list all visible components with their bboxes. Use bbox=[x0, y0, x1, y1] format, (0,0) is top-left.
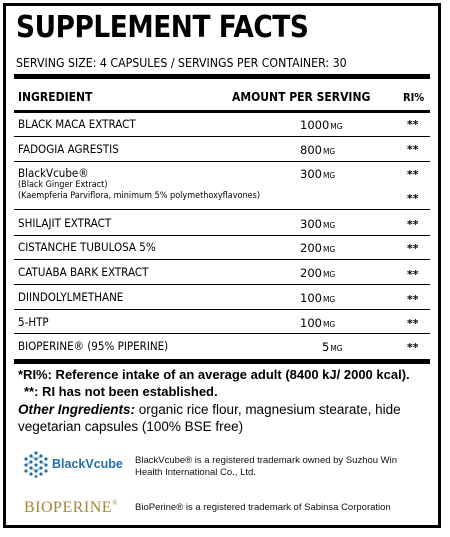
ingredient-subtitle: (Black Ginger Extract) bbox=[18, 180, 108, 190]
ingredient-ri: ** bbox=[407, 192, 419, 205]
ingredient-ri: ** bbox=[407, 218, 419, 231]
ingredient-name: BIOPERINE® (95% PIPERINE) bbox=[18, 339, 169, 353]
ingredient-subtitle: (Kaempferia Parviflora, minimum 5% polymethoxyflavones) bbox=[18, 191, 261, 201]
ingredient-amount: 300MG bbox=[300, 217, 336, 231]
row-divider bbox=[14, 209, 430, 210]
ingredient-amount: 800MG bbox=[300, 143, 336, 157]
ingredient-amount: 200MG bbox=[300, 241, 336, 255]
divider-thick bbox=[14, 74, 430, 79]
panel-title: SUPPLEMENT FACTS bbox=[16, 10, 309, 45]
row-divider bbox=[14, 161, 430, 162]
ingredient-ri: ** bbox=[407, 341, 419, 354]
divider-header bbox=[14, 110, 430, 113]
serving-info: SERVING SIZE: 4 CAPSULES / SERVINGS PER CONTAINER: 30 bbox=[16, 55, 347, 70]
ingredient-name: FADOGIA AGRESTIS bbox=[18, 142, 119, 156]
other-ingredients bbox=[18, 401, 428, 435]
row-divider bbox=[14, 136, 430, 137]
ingredient-amount: 100MG bbox=[300, 291, 336, 305]
ingredient-amount: 300MG bbox=[300, 167, 336, 181]
ingredient-ri: ** bbox=[407, 268, 419, 281]
ingredient-amount: 5MG bbox=[322, 340, 343, 354]
row-divider bbox=[14, 309, 430, 310]
row-divider bbox=[14, 333, 430, 334]
ingredient-ri: ** bbox=[407, 143, 419, 156]
ingredient-amount: 1000MG bbox=[300, 118, 343, 132]
ingredient-ri: ** bbox=[407, 293, 419, 306]
supplement-facts-panel bbox=[3, 3, 441, 528]
ingredient-ri: ** bbox=[407, 317, 419, 330]
bioperine-trademark-text: BioPerine® is a registered trademark of Sabinsa Corporation bbox=[135, 502, 391, 513]
row-divider bbox=[14, 259, 430, 260]
ingredient-name: BlackVcube® bbox=[18, 166, 89, 180]
ri-reference-note: *RI%: Reference intake of an average adult (8400 kJ/ 2000 kcal). bbox=[18, 367, 410, 382]
header-ri: RI% bbox=[403, 91, 425, 104]
row-divider bbox=[14, 284, 430, 285]
ingredient-name: CISTANCHE TUBULOSA 5% bbox=[18, 240, 156, 254]
bioperine-logo-trademark: ® bbox=[112, 499, 118, 507]
ri-not-established-note: **: RI has not been established. bbox=[24, 384, 218, 399]
blackvcube-logo-text: BlackVcube bbox=[52, 457, 123, 471]
ingredient-amount: 200MG bbox=[300, 266, 336, 280]
ingredient-ri: ** bbox=[407, 168, 419, 181]
bioperine-logo bbox=[24, 499, 134, 521]
bioperine-logo-text: BIOPERINE bbox=[24, 499, 113, 516]
ingredient-ri: ** bbox=[407, 242, 419, 255]
ingredient-name: BLACK MACA EXTRACT bbox=[18, 117, 136, 131]
ingredient-ri: ** bbox=[407, 118, 419, 131]
ingredient-name: 5-HTP bbox=[18, 315, 49, 329]
other-ingredients-text: organic rice flour, magnesium stearate, hide vegetarian capsules (100% BSE free) bbox=[18, 402, 401, 434]
blackvcube-trademark-text: BlackVcube® is a registered trademark owned by Suzhou Win Health International Co., Ltd. bbox=[135, 455, 398, 478]
header-amount: AMOUNT PER SERVING bbox=[232, 90, 371, 104]
ingredient-name: SHILAJIT EXTRACT bbox=[18, 216, 112, 230]
row-divider bbox=[14, 235, 430, 236]
ingredient-name: CATUABA BARK EXTRACT bbox=[18, 265, 149, 279]
blackvcube-logo bbox=[22, 450, 132, 480]
other-ingredients-label: Other Ingredients: bbox=[18, 402, 136, 417]
header-ingredient: INGREDIENT bbox=[18, 90, 93, 104]
ingredient-amount: 100MG bbox=[300, 316, 336, 330]
divider-thick bbox=[14, 359, 430, 364]
blackvcube-cube-icon bbox=[22, 450, 50, 478]
ingredient-name: DIINDOLYLMETHANE bbox=[18, 290, 124, 304]
